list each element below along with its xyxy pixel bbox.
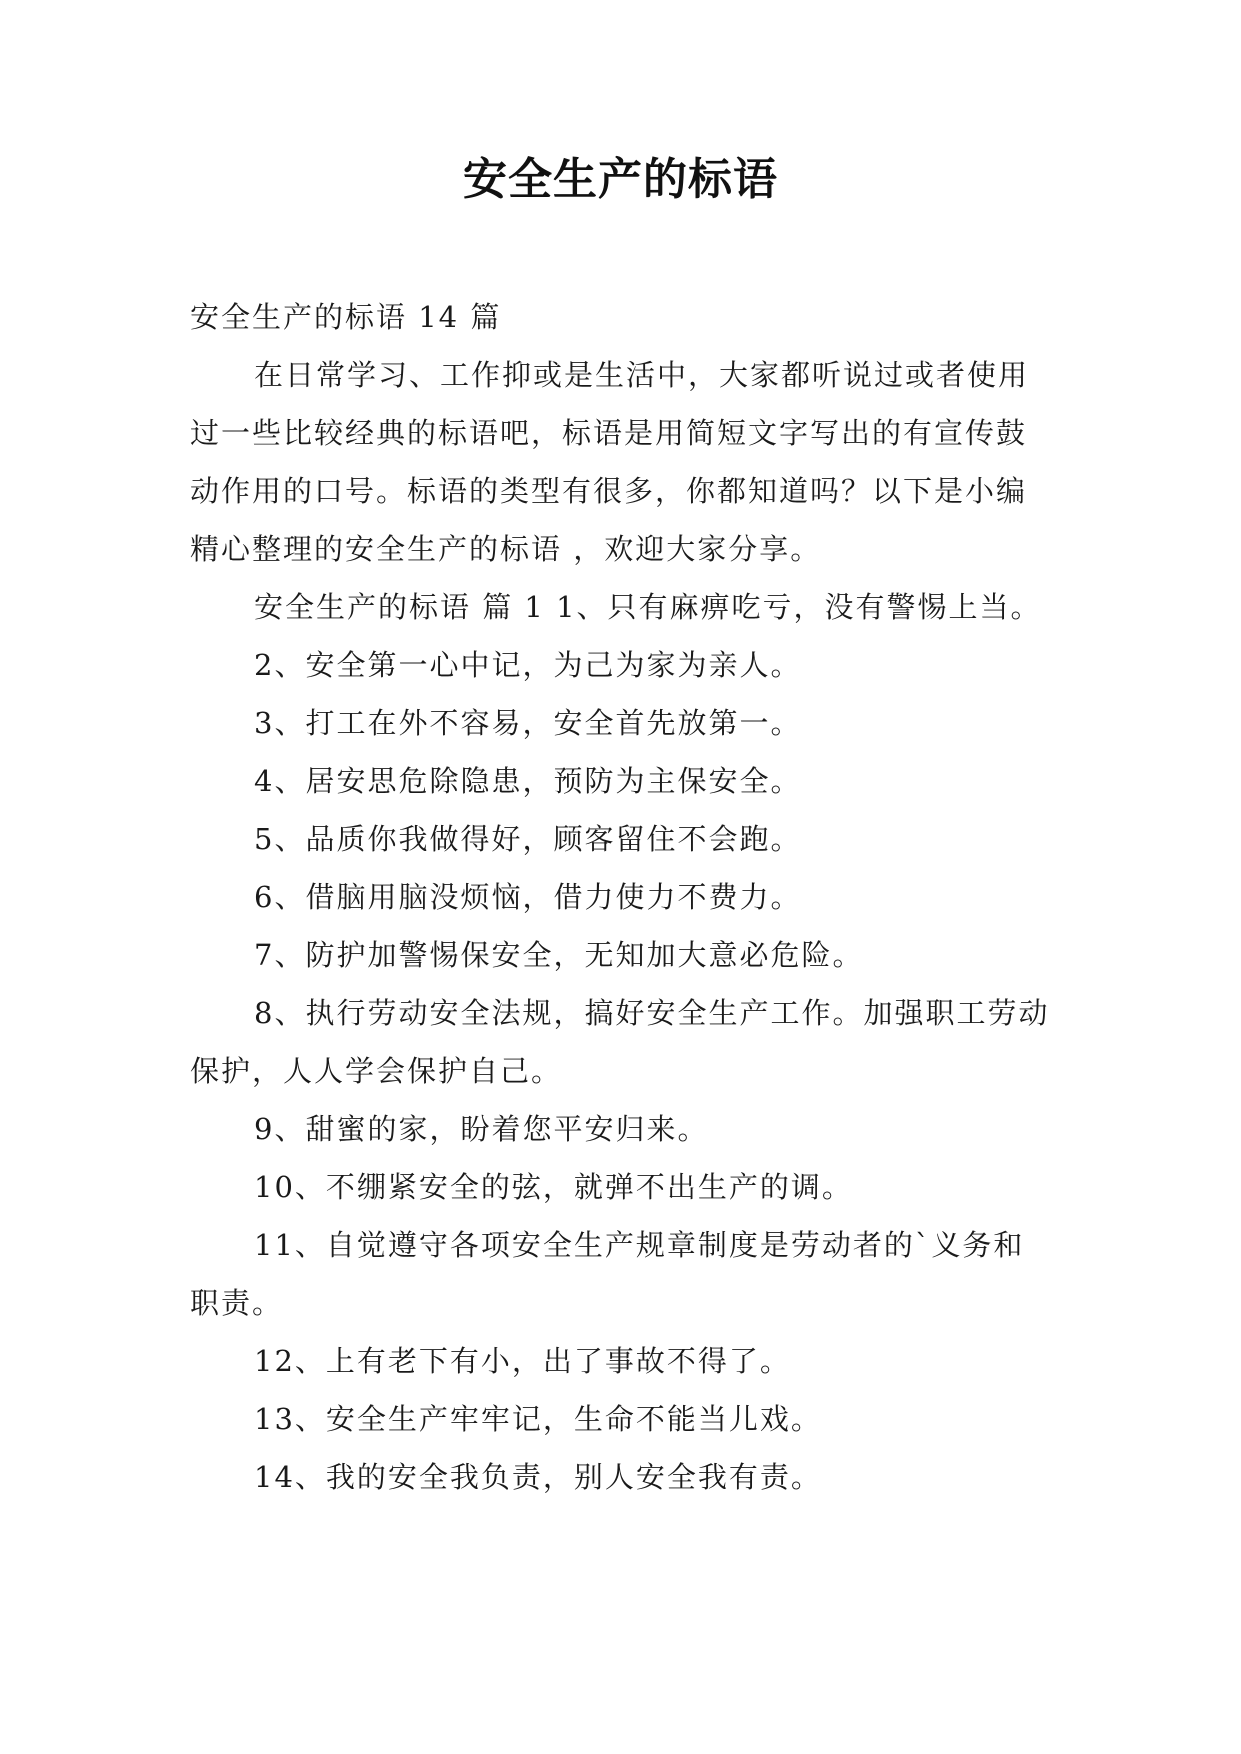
slogan-item: 2、安全第一心中记，为己为家为亲人。 bbox=[254, 648, 802, 682]
intro-paragraph: 在日常学习、工作抑或是生活中，大家都听说过或者使用过一些比较经典的标语吧，标语是用简短文字写出的有宣传鼓动作用的口号。标语的类型有很多，你都知道吗？以下是小编精心整理的安全生产的标语 ，欢迎大家分享。 bbox=[190, 358, 1030, 566]
slogan-item: 13、安全生产牢牢记，生命不能当儿戏。 bbox=[254, 1402, 822, 1436]
slogan-item: 8、执行劳动安全法规，搞好安全生产工作。加强职工劳动保护，人人学会保护自己。 bbox=[190, 996, 1050, 1088]
slogan-item: 11、自觉遵守各项安全生产规章制度是劳动者的`义务和职责。 bbox=[190, 1228, 1025, 1320]
slogan-item: 4、居安思危除隐患，预防为主保安全。 bbox=[254, 764, 802, 798]
slogan-item: 10、不绷紧安全的弦，就弹不出生产的调。 bbox=[254, 1170, 853, 1204]
page-title: 安全生产的标语 bbox=[463, 154, 778, 205]
document-body bbox=[190, 288, 1050, 1506]
slogan-item: 9、甜蜜的家，盼着您平安归来。 bbox=[254, 1112, 709, 1146]
section-1-first-slogan: 安全生产的标语 篇 1 1、只有麻痹吃亏，没有警惕上当。 bbox=[254, 590, 1042, 624]
slogan-item: 6、借脑用脑没烦恼，借力使力不费力。 bbox=[254, 880, 802, 914]
slogan-item: 5、品质你我做得好，顾客留住不会跑。 bbox=[254, 822, 802, 856]
slogan-item: 14、我的安全我负责，别人安全我有责。 bbox=[254, 1460, 822, 1494]
slogan-item: 3、打工在外不容易，安全首先放第一。 bbox=[254, 706, 802, 740]
slogan-item: 12、上有老下有小，出了事故不得了。 bbox=[254, 1344, 791, 1378]
subtitle: 安全生产的标语 14 篇 bbox=[190, 300, 502, 334]
slogan-item: 7、防护加警惕保安全，无知加大意必危险。 bbox=[254, 938, 864, 972]
